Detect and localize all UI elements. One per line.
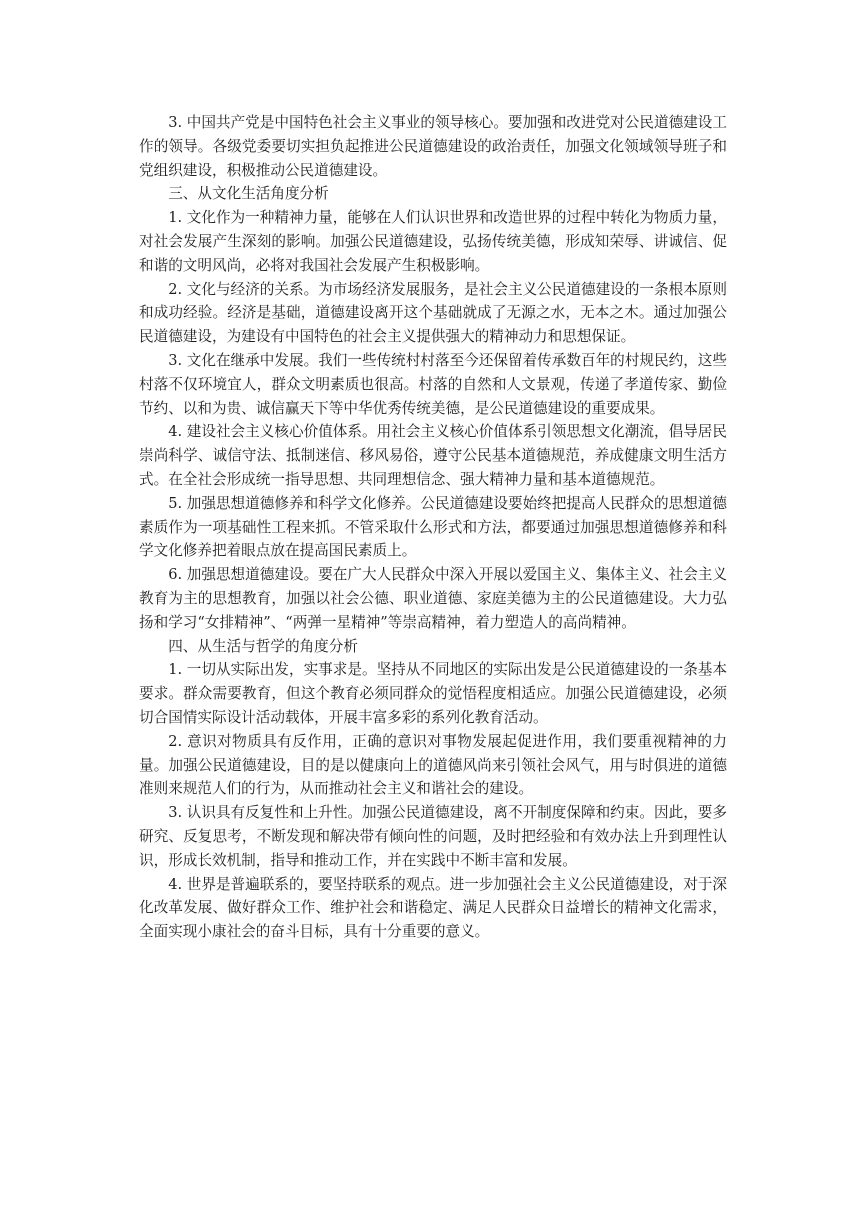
- paragraph: 4. 建设社会主义核心价值体系。用社会主义核心价值体系引领思想文化潮流，倡导居民崇尚科学、诚信守法、抵制迷信、移风易俗，遵守公民基本道德规范，养成健康文明生活方式。在全社会形成统一指导思想、共同理想信念、强大精神力量和基本道德规范。: [139, 423, 727, 488]
- paragraph: 4. 世界是普遍联系的，要坚持联系的观点。进一步加强社会主义公民道德建设，对于深化改革发展、做好群众工作、维护社会和谐稳定、满足人民群众日益增长的精神文化需求，全面实现小康社会的奋斗目标，具有十分重要的意义。: [139, 875, 727, 941]
- paragraph: 2. 文化与经济的关系。为市场经济发展服务，是社会主义公民道德建设的一条根本原则和成功经验。经济是基础，道德建设离开这个基础就成了无源之水，无本之木。通过加强公民道德建设，为建设有中国特色的社会主义提供强大的精神动力和思想保证。: [139, 280, 727, 346]
- section-heading: 四、从生活与哲学的角度分析: [168, 637, 358, 655]
- document-body: [139, 111, 727, 944]
- paragraph: 3. 中国共产党是中国特色社会主义事业的领导核心。要加强和改进党对公民道德建设工作的领导。各级党委要切实担负起推进公民道德建设的政治责任，加强文化领域领导班子和党组织建设，积极推动公民道德建设。: [139, 114, 727, 179]
- paragraph: 5. 加强思想道德修养和科学文化修养。公民道德建设要始终把提高人民群众的思想道德素质作为一项基础性工程来抓。不管采取什么形式和方法，都要通过加强思想道德修养和科学文化修养把着眼点放在提高国民素质上。: [139, 494, 727, 560]
- paragraph: 3. 文化在继承中发展。我们一些传统村村落至今还保留着传承数百年的村规民约，这些村落不仅环境宜人，群众文明素质也很高。村落的自然和人文景观，传递了孝道传家、勤俭节约、以和为贵、诚信赢天下等中华优秀传统美德，是公民道德建设的重要成果。: [139, 351, 727, 417]
- paragraph: 1. 一切从实际出发，实事求是。坚持从不同地区的实际出发是公民道德建设的一条基本要求。群众需要教育，但这个教育必须同群众的觉悟程度相适应。加强公民道德建设，必须切合国情实际设计活动载体，开展丰富多彩的系列化教育活动。: [139, 661, 727, 726]
- paragraph: 6. 加强思想道德建设。要在广大人民群众中深入开展以爱国主义、集体主义、社会主义教育为主的思想教育，加强以社会公德、职业道德、家庭美德为主的公民道德建设。大力弘扬和学习“女排精神”、“两弹一星精神”等崇高精神，着力塑造人的高尚精神。: [139, 566, 727, 631]
- paragraph: 3. 认识具有反复性和上升性。加强公民道德建设，离不开制度保障和约束。因此，要多研究、反复思考，不断发现和解决带有倾向性的问题，及时把经验和有效办法上升到理性认识，形成长效机制，指导和推动工作，并在实践中不断丰富和发展。: [139, 804, 727, 869]
- section-heading: 三、从文化生活角度分析: [168, 185, 329, 203]
- paragraph: 1. 文化作为一种精神力量，能够在人们认识世界和改造世界的过程中转化为物质力量，对社会发展产生深刻的影响。加强公民道德建设，弘扬传统美德，形成知荣辱、讲诚信、促和谐的文明风尚，必将对我国社会发展产生积极影响。: [139, 209, 727, 274]
- paragraph: 2. 意识对物质具有反作用，正确的意识对事物发展起促进作用，我们要重视精神的力量。加强公民道德建设，目的是以健康向上的道德风尚来引领社会风气，用与时俱进的道德准则来规范人们的行为，从而推动社会主义和谐社会的建设。: [139, 732, 727, 798]
